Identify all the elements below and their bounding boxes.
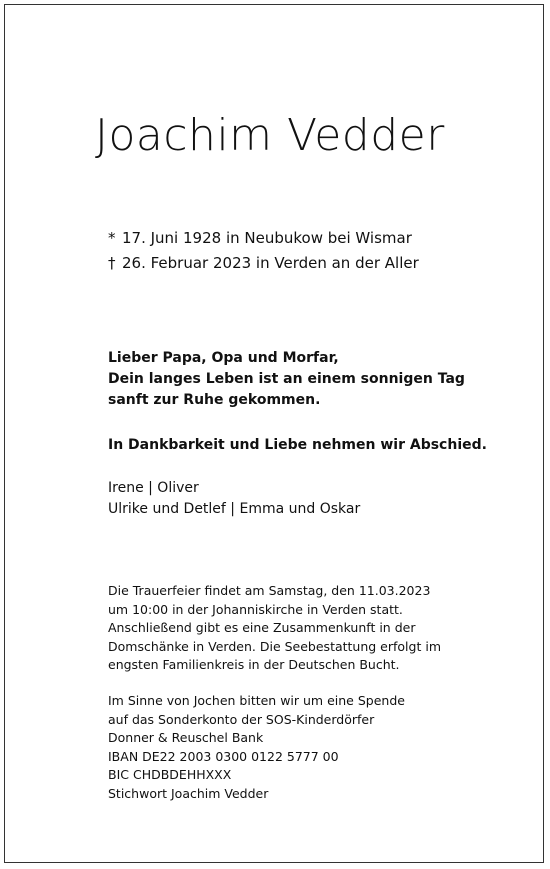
- death-line: [108, 251, 419, 276]
- birth-text: 17. Juni 1928 in Neubukow bei Wismar: [122, 229, 412, 247]
- donation-line: Stichwort Joachim Vedder: [108, 785, 269, 801]
- birth-line: [108, 226, 419, 251]
- family-line: Ulrike und Detlef | Emma und Oskar: [108, 501, 361, 517]
- family-line: Irene | Oliver: [108, 480, 199, 496]
- donation-line: IBAN DE22 2003 0300 0122 5777 00: [108, 748, 339, 764]
- death-text: 26. Februar 2023 in Verden an der Aller: [122, 254, 419, 272]
- deceased-name: Joachim Vedder: [95, 110, 445, 161]
- donation-line: Donner & Reuschel Bank: [108, 730, 264, 745]
- life-dates: [108, 226, 419, 276]
- ceremony-line: Die Trauerfeier findet am Samstag, den 11.03.2023: [108, 583, 431, 598]
- message-line: Lieber Papa, Opa und Morfar,: [108, 350, 339, 366]
- ceremony-info: [108, 582, 441, 675]
- death-cross-icon: †: [108, 254, 116, 272]
- ceremony-line: Anschließend gibt es eine Zusammenkunft in der: [108, 620, 416, 635]
- farewell-message: [108, 348, 465, 411]
- message-line: Dein langes Leben ist an einem sonnigen Tag: [108, 371, 465, 387]
- donation-line: BIC CHDBDEHHXXX: [108, 767, 232, 782]
- donation-line: auf das Sonderkonto der SOS-Kinderdörfer: [108, 711, 375, 727]
- birth-star-icon: *: [108, 229, 116, 247]
- message-line: sanft zur Ruhe gekommen.: [108, 392, 321, 408]
- donation-line: Im Sinne von Jochen bitten wir um eine Spende: [108, 693, 405, 708]
- ceremony-line: um 10:00 in der Johanniskirche in Verden statt.: [108, 601, 403, 617]
- ceremony-line: engsten Familienkreis in der Deutschen Bucht.: [108, 657, 400, 672]
- family-names: [108, 478, 360, 520]
- donation-info: [108, 692, 405, 803]
- closing-statement: In Dankbarkeit und Liebe nehmen wir Abschied.: [108, 437, 487, 453]
- ceremony-line: Domschänke in Verden. Die Seebestattung erfolgt im: [108, 638, 441, 654]
